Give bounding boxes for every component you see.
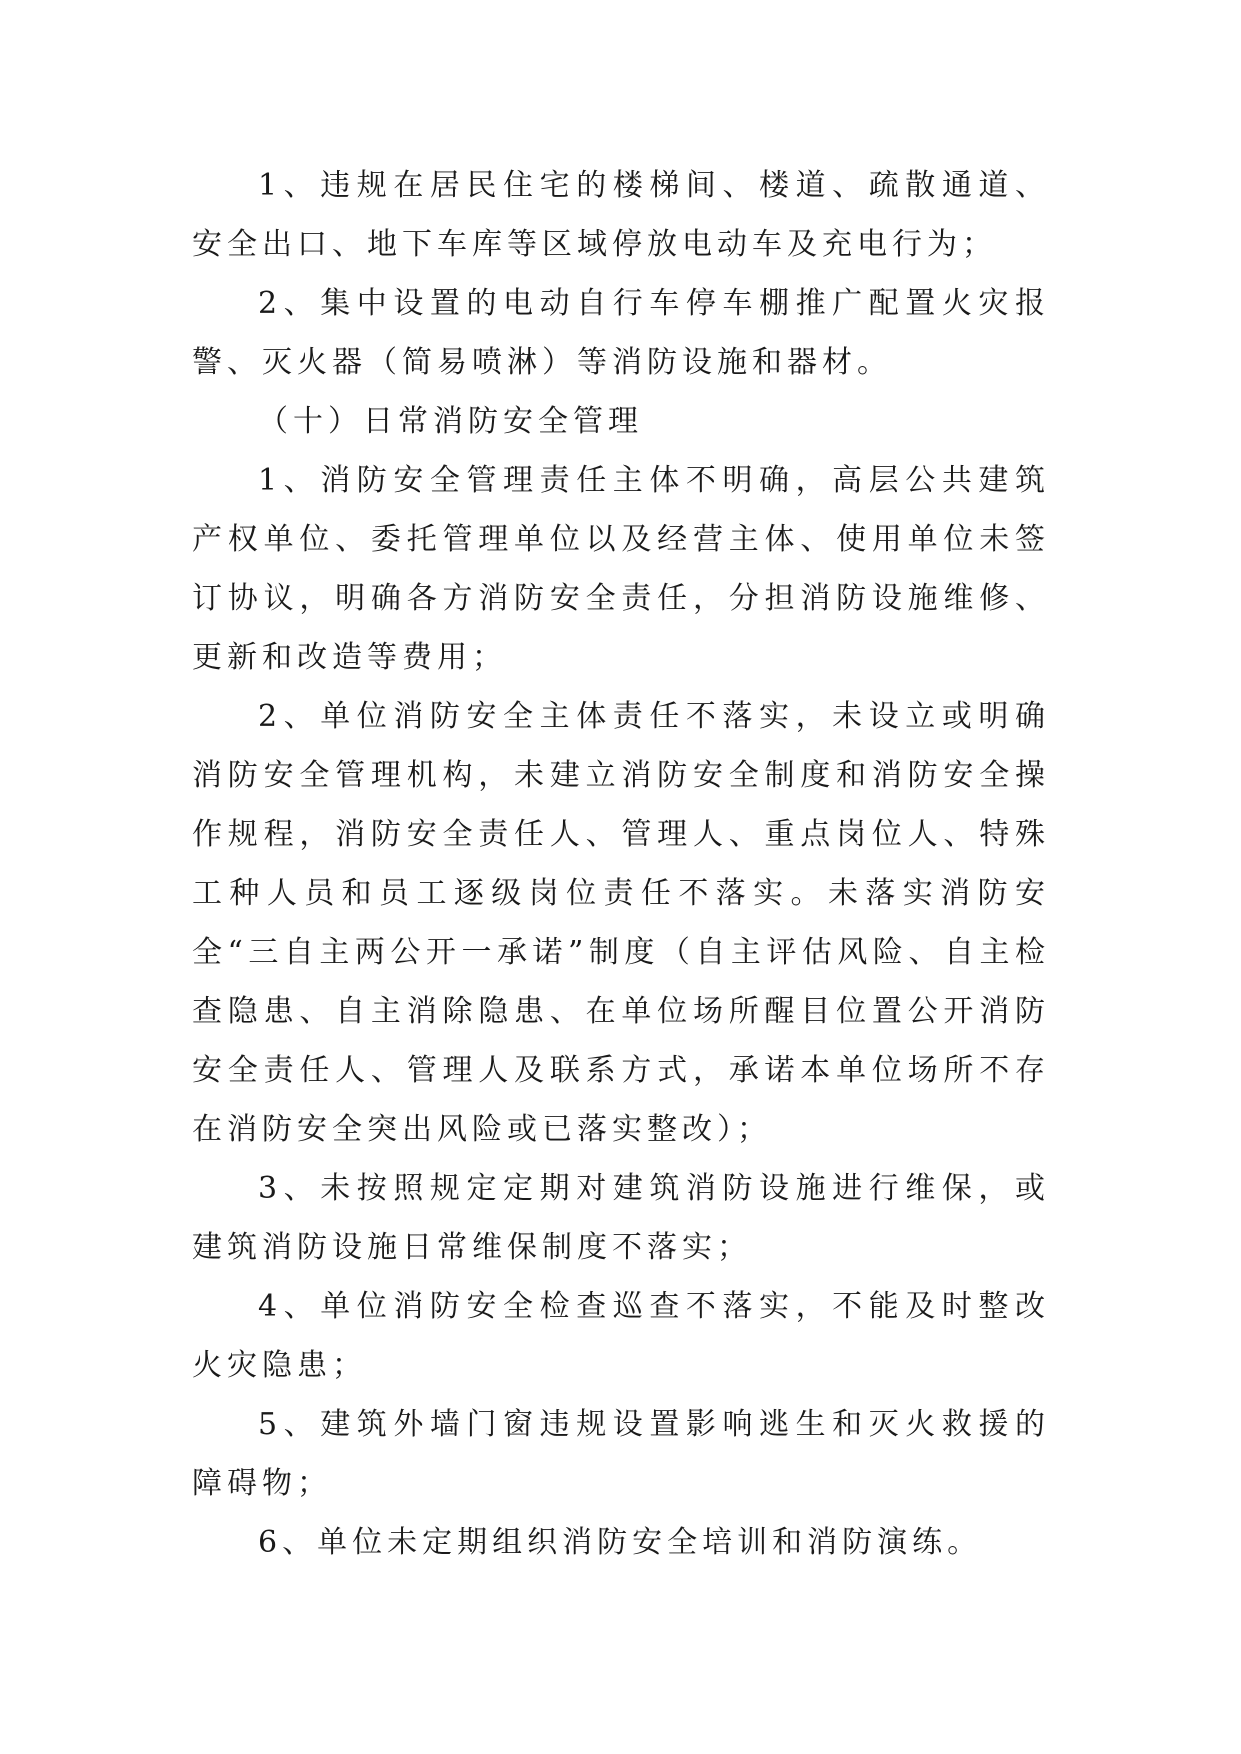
document-body bbox=[192, 156, 1050, 1572]
list-item: 6、单位未定期组织消防安全培训和消防演练。 bbox=[258, 1525, 983, 1560]
list-item: 1、违规在居民住宅的楼梯间、楼道、疏散通道、安全出口、地下车库等区域停放电动车及充电行为； bbox=[192, 168, 1050, 262]
list-item: 3、未按照规定定期对建筑消防设施进行维保，或建筑消防设施日常维保制度不落实； bbox=[192, 1171, 1050, 1265]
list-item: 5、建筑外墙门窗违规设置影响逃生和灭火救援的障碍物； bbox=[192, 1407, 1050, 1501]
list-item: 4、单位消防安全检查巡查不落实，不能及时整改火灾隐患； bbox=[192, 1289, 1050, 1383]
list-item: 2、集中设置的电动自行车停车棚推广配置火灾报警、灭火器（简易喷淋）等消防设施和器材。 bbox=[192, 286, 1050, 380]
section-heading: （十）日常消防安全管理 bbox=[258, 404, 643, 439]
list-item: 1、消防安全管理责任主体不明确，高层公共建筑产权单位、委托管理单位以及经营主体、使用单位未签订协议，明确各方消防安全责任，分担消防设施维修、更新和改造等费用； bbox=[192, 463, 1050, 675]
list-item: 2、单位消防安全主体责任不落实，未设立或明确消防安全管理机构，未建立消防安全制度和消防安全操作规程，消防安全责任人、管理人、重点岗位人、特殊工种人员和员工逐级岗位责任不落实。未落实消防安全“三自主两公开一承诺”制度（自主评估风险、自主检查隐患、自主消除隐患、在单位场所醒目位置公开消防安全责任人、管理人及联系方式，承诺本单位场所不存在消防安全突出风险或已落实整改）； bbox=[192, 699, 1050, 1147]
